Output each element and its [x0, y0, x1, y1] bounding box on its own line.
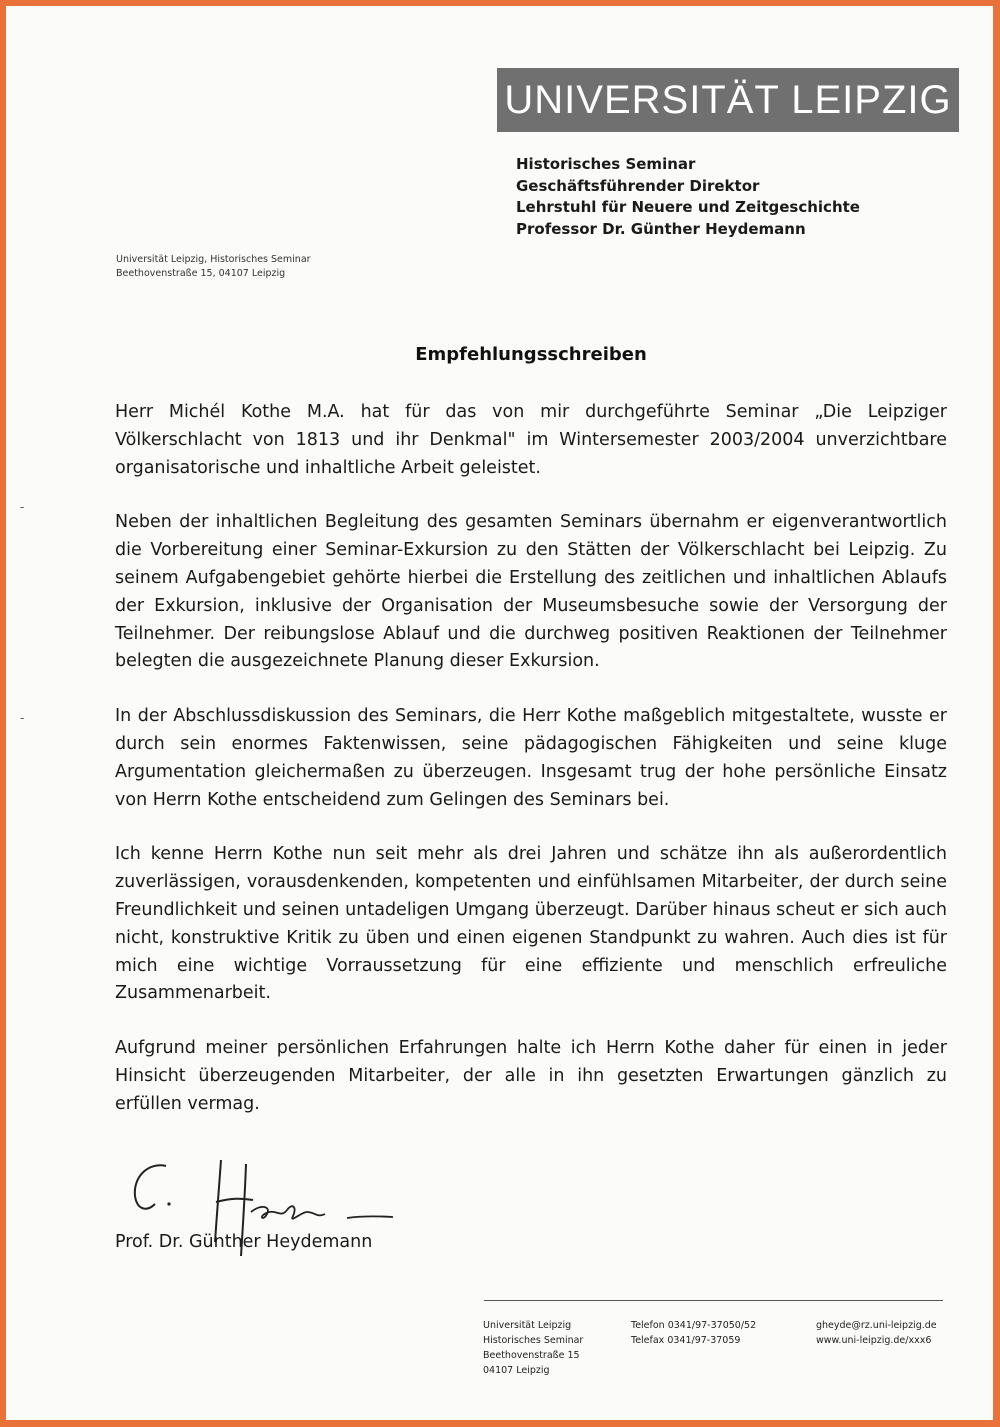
return-address-line: Beethovenstraße 15, 04107 Leipzig: [116, 268, 286, 279]
footer-address-line: 04107 Leipzig: [483, 1365, 550, 1376]
logo-text: UNIVERSITÄT LEIPZIG: [504, 77, 952, 122]
return-address-line: Universität Leipzig, Historisches Seminar: [116, 254, 311, 265]
body-paragraph: In der Abschlussdiskussion des Seminars, die Herr Kothe maßgeblich mitgestaltete, wusste er durch sein enormes Faktenwissen, seine pädagogischen Fähigkeiten und seine kluge Argumentation gleichermaßen zu überzeugen. Insgesamt trug der hohe persönliche Einsatz von Herrn Kothe entscheidend zum Gelingen des Seminars bei.: [115, 706, 947, 810]
footer-address-line: Beethovenstraße 15: [483, 1350, 580, 1361]
department-line: Geschäftsführender Direktor: [516, 176, 760, 195]
body-paragraph: Ich kenne Herrn Kothe nun seit mehr als drei Jahren und schätze ihn als außerordentlich zuverlässigen, vorausdenkenden, kompetenten und einfühlsamen Mitarbeiter, der durch seine Freundlichkeit und seinen untadeligen Umgang überzeugt. Darüber hinaus scheut er sich auch nicht, konstruktive Kritik zu üben und einen eigenen Standpunkt zu wahren. Auch dies ist für mich eine wichtige Vorraussetzung für eine effiziente und menschlich erfreuliche Zusammenarbeit.: [115, 844, 947, 1004]
footer-address: [483, 1318, 583, 1378]
footer-email[interactable]: gheyde@rz.uni-leipzig.de: [816, 1320, 937, 1331]
margin-mark: -: [20, 711, 25, 725]
footer-address-line: Universität Leipzig: [483, 1320, 572, 1331]
body-paragraph: Aufgrund meiner persönlichen Erfahrungen halte ich Herrn Kothe daher für einen in jeder Hinsicht überzeugenden Mitarbeiter, der alle in ihn gesetzten Erwartungen gänzlich zu erfüllen vermag.: [115, 1038, 947, 1114]
margin-mark: -: [20, 500, 25, 514]
university-logo: [497, 68, 959, 132]
letter-subject: Empfehlungsschreiben: [415, 344, 647, 365]
footer-divider: [484, 1300, 943, 1301]
letter-body: [115, 399, 947, 1146]
footer-web: [816, 1318, 937, 1348]
body-paragraph: Herr Michél Kothe M.A. hat für das von mir durchgeführte Seminar „Die Leipziger Völkerschlacht von 1813 und ihr Denkmal" im Wintersemester 2003/2004 unverzichtbare organisatorische und inhaltliche Arbeit geleistet.: [115, 402, 947, 478]
footer-fax-line: Telefax 0341/97-37059: [631, 1335, 741, 1346]
department-block: [516, 154, 860, 240]
body-paragraph: Neben der inhaltlichen Begleitung des gesamten Seminars übernahm er eigenverantwortlich die Vorbereitung einer Seminar-Exkursion zu den Stätten der Völkerschlacht bei Leipzig. Zu seinem Aufgabengebiet gehörte hierbei die Erstellung des zeitlichen und inhaltlichen Ablaufs der Exkursion, inklusive der Organisation der Museumsbesuche sowie der Versorgung der Teilnehmer. Der reibungslose Ablauf und die durchweg positiven Reaktionen der Teilnehmer belegten die ausgezeichnete Planung dieser Exkursion.: [115, 512, 947, 672]
department-line: Lehrstuhl für Neuere und Zeitgeschichte: [516, 198, 860, 216]
department-line: Historisches Seminar: [516, 155, 696, 173]
department-line: Professor Dr. Günther Heydemann: [516, 219, 806, 238]
return-address: [116, 253, 311, 281]
footer-website[interactable]: www.uni-leipzig.de/xxx6: [816, 1335, 932, 1346]
footer-phone: [631, 1318, 756, 1348]
footer-address-line: Historisches Seminar: [483, 1335, 584, 1346]
footer-phone-line: Telefon 0341/97-37050/52: [631, 1320, 757, 1331]
signatory-name: Prof. Dr. Günther Heydemann: [115, 1232, 373, 1252]
letter-page: [6, 6, 993, 1420]
